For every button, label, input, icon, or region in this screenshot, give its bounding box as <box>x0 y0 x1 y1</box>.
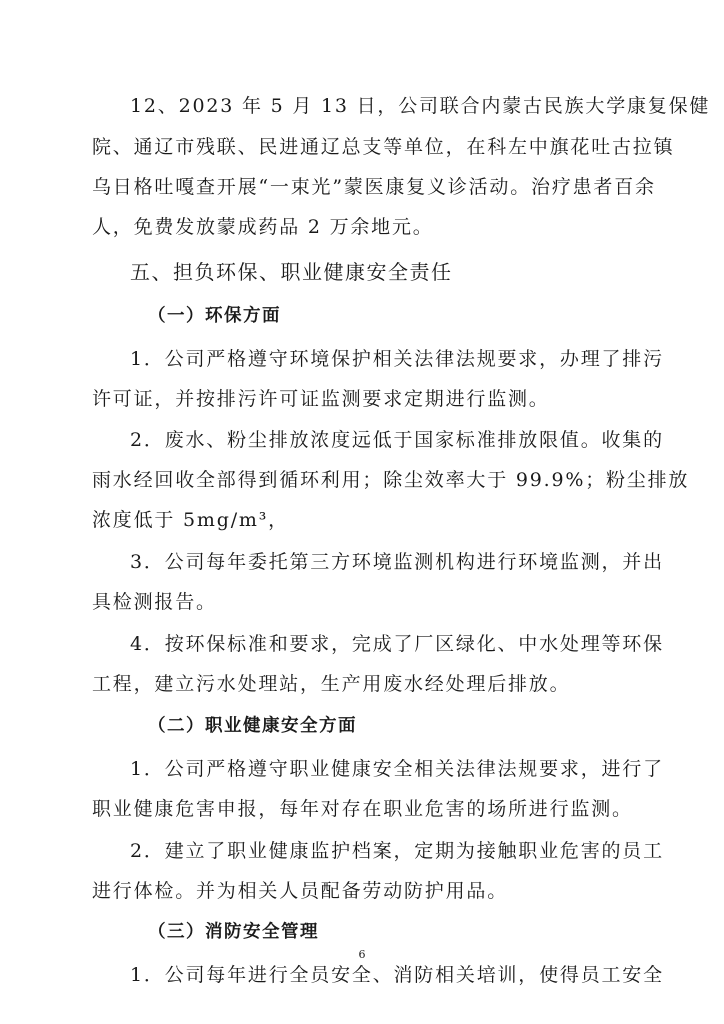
paragraph-12-line-3: 乌日格吐嘎查开展“一束光”蒙医康复义诊活动。治疗患者百余 <box>92 176 656 198</box>
fire-heading: （三）消防安全管理 <box>148 922 319 942</box>
health-heading: （二）职业健康安全方面 <box>148 716 357 736</box>
env-p2-line-3: 浓度低于 5mg/m³， <box>92 509 289 531</box>
health-p2-line-1: 2．建立了职业健康监护档案，定期为接触职业危害的员工 <box>130 840 664 862</box>
env-heading: （一）环保方面 <box>148 306 281 326</box>
env-p4-line-2: 工程，建立污水处理站，生产用废水经处理后排放。 <box>92 673 571 695</box>
env-p2-line-1: 2．废水、粉尘排放浓度远低于国家标准排放限值。收集的 <box>130 429 664 451</box>
env-p1-line-1: 1．公司严格遵守环境保护相关法律法规要求，办理了排污 <box>130 348 664 370</box>
env-p3-line-1: 3．公司每年委托第三方环境监测机构进行环境监测，并出 <box>130 551 664 573</box>
section-5-heading: 五、担负环保、职业健康安全责任 <box>130 260 453 284</box>
fire-p1-line-1: 1．公司每年进行全员安全、消防相关培训，使得员工安全 <box>130 964 664 986</box>
paragraph-12-line-2: 院、通辽市残联、民进通辽总支等单位，在科左中旗花吐古拉镇 <box>92 136 675 158</box>
env-p4-line-1: 4．按环保标准和要求，完成了厂区绿化、中水处理等环保 <box>130 633 664 655</box>
health-p2-line-2: 进行体检。并为相关人员配备劳动防护用品。 <box>92 880 509 902</box>
page-number: 6 <box>358 948 366 961</box>
health-p1-line-2: 职业健康危害申报，每年对存在职业危害的场所进行监测。 <box>92 798 633 820</box>
paragraph-12-line-1: 12、2023 年 5 月 13 日，公司联合内蒙古民族大学康复保健 <box>130 95 711 117</box>
env-p3-line-2: 具检测报告。 <box>92 591 217 613</box>
health-p1-line-1: 1．公司严格遵守职业健康安全相关法律法规要求，进行了 <box>130 758 664 780</box>
env-p2-line-2: 雨水经回收全部得到循环利用；除尘效率大于 99.9%；粉尘排放 <box>92 469 690 491</box>
paragraph-12-line-4: 人，免费发放蒙成药品 2 万余地元。 <box>92 216 434 238</box>
env-p1-line-2: 许可证，并按排污许可证监测要求定期进行监测。 <box>92 388 550 410</box>
